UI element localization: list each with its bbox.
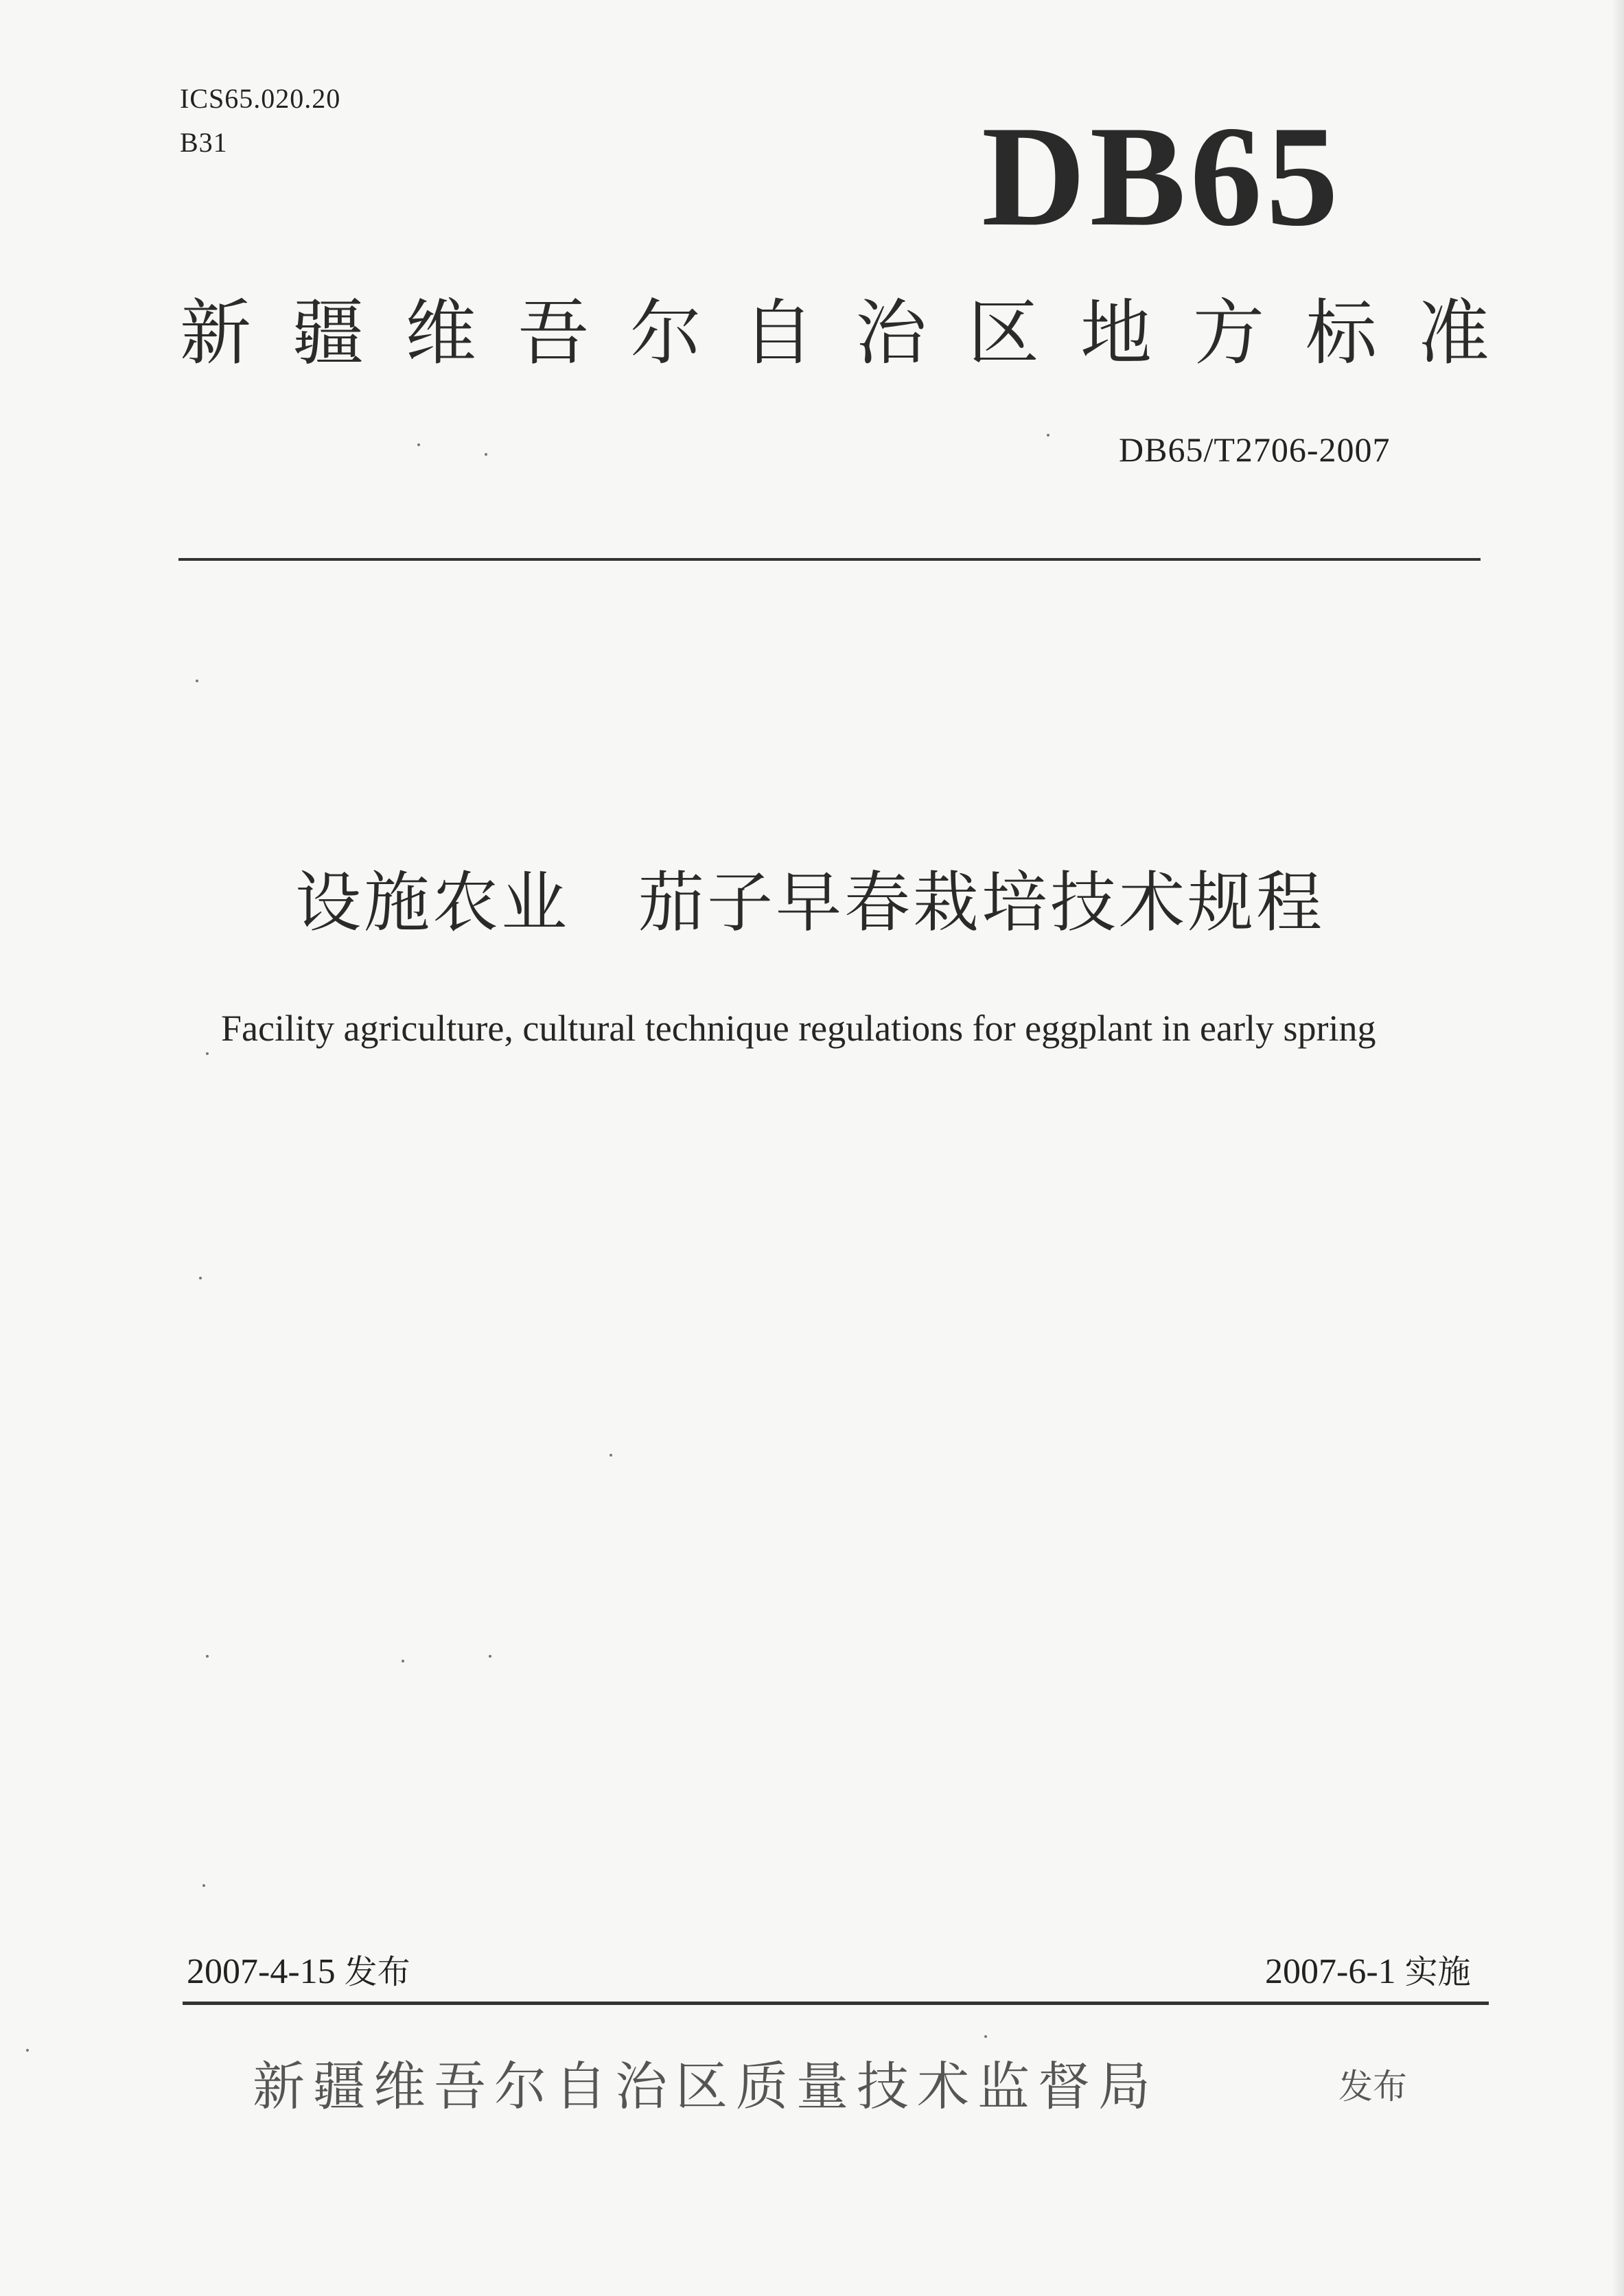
scan-speck bbox=[196, 680, 198, 682]
scan-speck bbox=[417, 443, 420, 446]
implement-date-line bbox=[1265, 1948, 1471, 1996]
issue-label: 发布 bbox=[344, 1953, 410, 1991]
scan-speck bbox=[199, 1277, 202, 1279]
scan-speck bbox=[202, 1884, 205, 1887]
ics-code: ICS65.020.20 bbox=[180, 83, 341, 114]
scan-speck bbox=[610, 1454, 612, 1457]
title-chinese-part2: 茄子早春栽培技术规程 bbox=[638, 864, 1325, 941]
top-divider bbox=[178, 558, 1481, 561]
scan-speck bbox=[206, 1655, 209, 1658]
issue-date-line bbox=[187, 1948, 410, 1996]
standard-type-heading: 新疆维吾尔自治区地方标准 bbox=[180, 291, 1531, 375]
scan-speck bbox=[984, 2035, 987, 2038]
implement-label: 实施 bbox=[1404, 1953, 1471, 1991]
title-chinese-part1: 设施农业 bbox=[295, 864, 570, 941]
category-code: B31 bbox=[180, 127, 228, 158]
publisher-suffix: 发布 bbox=[1338, 2067, 1407, 2107]
scan-speck bbox=[206, 1052, 209, 1055]
scan-speck bbox=[489, 1655, 491, 1658]
title-english: Facility agriculture, cultural technique regulations for eggplant in early spring bbox=[221, 1008, 1376, 1049]
scan-edge-shadow bbox=[1612, 0, 1624, 2296]
scan-speck bbox=[485, 453, 487, 456]
standard-number: DB65/T2706-2007 bbox=[1119, 430, 1391, 469]
standard-code-logo: DB65 bbox=[982, 97, 1343, 256]
title-chinese bbox=[295, 861, 1325, 944]
classification-codes bbox=[180, 77, 340, 165]
scan-speck bbox=[1047, 434, 1049, 437]
publisher-name: 新疆维吾尔自治区质量技术监督局 bbox=[253, 2056, 1159, 2117]
implement-date: 2007-6-1 bbox=[1265, 1952, 1396, 1991]
issue-date: 2007-4-15 bbox=[187, 1952, 336, 1991]
bottom-divider bbox=[183, 2002, 1489, 2005]
scan-speck bbox=[26, 2049, 29, 2052]
scan-speck bbox=[402, 1660, 404, 1662]
